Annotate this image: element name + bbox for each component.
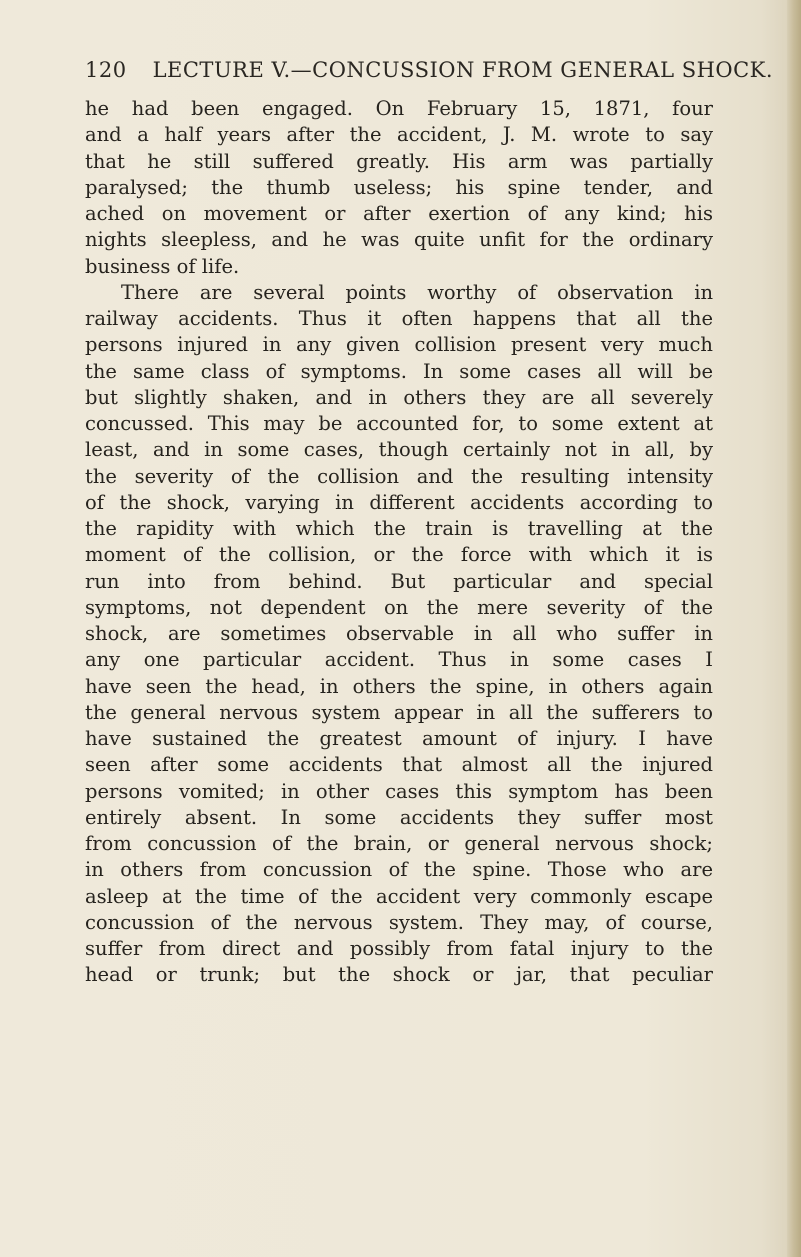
- text-line: in others from concussion of the spine. Those who are: [85, 858, 713, 882]
- text-line: persons injured in any given collision present very much: [85, 333, 713, 357]
- text-line: nights sleepless, and he was quite unfit for the ordinary: [85, 228, 713, 252]
- body-text: [85, 96, 713, 989]
- text-line: seen after some accidents that almost all the injured: [85, 753, 713, 777]
- text-line: There are several points worthy of observation in: [121, 280, 713, 304]
- text-line: head or trunk; but the shock or jar, that peculiar: [85, 963, 713, 987]
- running-title: LECTURE V.—CONCUSSION FROM GENERAL SHOCK.: [152, 58, 774, 82]
- text-line: asleep at the time of the accident very commonly escape: [85, 884, 713, 908]
- text-line: persons vomited; in other cases this symptom has been: [85, 779, 713, 803]
- text-line: he had been engaged. On February 15, 1871, four: [85, 97, 713, 120]
- text-line: shock, are sometimes observable in all who suffer in: [85, 622, 713, 645]
- text-line: the severity of the collision and the resulting intensity: [85, 464, 713, 488]
- text-line: paralysed; the thumb useless; his spine tender, and: [85, 175, 713, 199]
- text-line: have seen the head, in others the spine, in others again: [85, 674, 713, 698]
- running-head: [85, 58, 774, 82]
- text-line: entirely absent. In some accidents they suffer most: [85, 805, 713, 829]
- text-line: but slightly shaken, and in others they are all severely: [85, 385, 713, 409]
- text-line: any one particular accident. Thus in some cases I: [85, 648, 713, 672]
- text-line: business of life.: [85, 254, 240, 278]
- text-line: from concussion of the brain, or general nervous shock;: [85, 832, 713, 855]
- text-line: concussed. This may be accounted for, to some extent at: [85, 412, 713, 435]
- text-line: that he still suffered greatly. His arm was partially: [85, 149, 713, 173]
- text-line: and a half years after the accident, J. M. wrote to say: [85, 123, 713, 147]
- text-line: have sustained the greatest amount of injury. I have: [85, 727, 713, 750]
- page-edge: [787, 0, 801, 1257]
- text-line: the general nervous system appear in all the sufferers to: [85, 700, 713, 724]
- text-line: moment of the collision, or the force with which it is: [85, 543, 713, 567]
- text-line: symptoms, not dependent on the mere severity of the: [85, 595, 713, 619]
- page-number: 120: [85, 58, 127, 82]
- text-line: run into from behind. But particular and special: [85, 569, 713, 593]
- text-line: of the shock, varying in different accidents according to: [85, 490, 713, 514]
- text-line: suffer from direct and possibly from fatal injury to the: [85, 937, 713, 960]
- paragraph: [85, 96, 713, 280]
- text-line: concussion of the nervous system. They may, of course,: [85, 910, 713, 934]
- paragraph: [85, 280, 713, 989]
- text-line: railway accidents. Thus it often happens that all the: [85, 307, 713, 330]
- text-line: the same class of symptoms. In some cases all will be: [85, 359, 713, 383]
- text-line: the rapidity with which the train is travelling at the: [85, 517, 713, 540]
- text-line: least, and in some cases, though certainly not in all, by: [85, 438, 713, 462]
- text-line: ached on movement or after exertion of any kind; his: [85, 202, 713, 225]
